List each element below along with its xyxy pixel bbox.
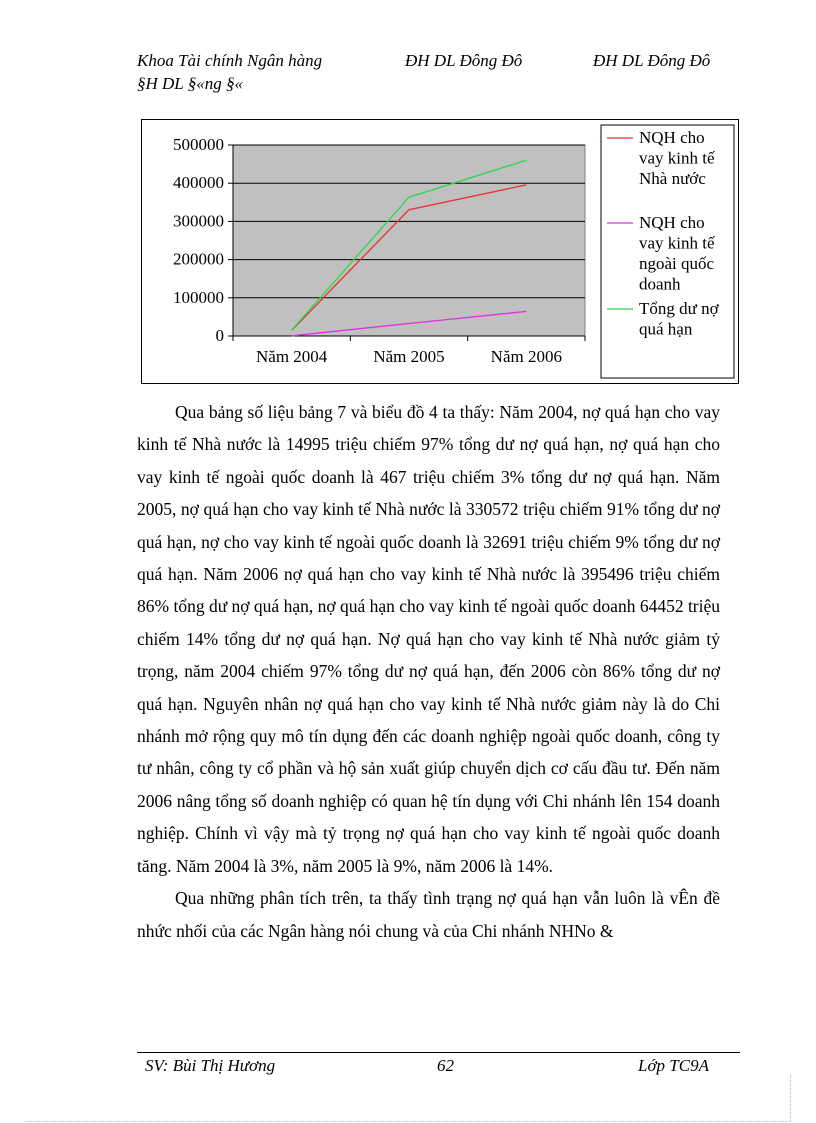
y-tick-label: 100000	[173, 287, 224, 307]
header-left-line1: Khoa Tài chính Ngân hàng	[137, 51, 323, 70]
legend-label-3: Tổng dư nợ	[639, 299, 719, 318]
x-tick-label: Năm 2004	[256, 347, 328, 366]
y-tick-label: 300000	[173, 211, 224, 231]
header-center: ĐH DL Đông Đô	[405, 51, 523, 70]
legend-label-2: doanh	[639, 274, 681, 294]
chart-frame	[141, 119, 739, 384]
paragraph-2: Qua những phân tích trên, ta thấy tình trạng nợ quá hạn vẫn luôn là vÊn đề nhức nhối của các Ngân hàng nói chung và của Chi nhánh NHNo &	[137, 888, 720, 941]
page-edge-dots-vertical	[790, 1075, 791, 1121]
footer-class: Lớp TC9A	[638, 1056, 709, 1075]
footer-rule	[137, 1052, 740, 1053]
line-chart	[142, 120, 738, 383]
paragraph-1: Qua bảng số liệu bảng 7 và biểu đồ 4 ta thấy: Năm 2004, nợ quá hạn cho vay kinh tế Nhà nước là 14995 triệu chiếm 97% tổng dư nợ quá hạn, nợ quá hạn cho vay kinh tế ngoài quốc doanh là 467 triệu chiếm 3% tổng dư nợ quá hạn. Năm 2005, nợ quá hạn cho vay kinh tế Nhà nước là 330572 triệu chiếm 91% tổng dư nợ quá hạn, nợ cho vay kinh tế ngoài quốc doanh là 32691 triệu chiếm 9% tổng dư nợ quá hạn. Năm 2006 nợ quá hạn cho vay kinh tế Nhà nước là 395496 triệu chiếm 86% tổng dư nợ quá hạn, nợ quá hạn cho vay kinh tế ngoài quốc doanh 64452 triệu chiếm 14% tổng dư nợ quá hạn. Nợ quá hạn cho vay kinh tế Nhà nước giảm tỷ trọng, năm 2004 chiếm 97% tổng dư nợ quá hạn, đến 2006 còn 86% tổng dư nợ quá hạn. Nguyên nhân nợ quá hạn cho vay kinh tế Nhà nước giảm này là do Chi nhánh mở rộng quy mô tín dụng đến các doanh nghiệp ngoài quốc doanh, công ty tư nhân, công ty cổ phần và hộ sản xuất giúp chuyển dịch cơ cấu đầu tư. Đến năm 2006 nâng tổng số doanh nghiệp có quan hệ tín dụng với Chi nhánh lên 154 doanh nghiệp. Chính vì vậy mà tỷ trọng nợ quá hạn cho vay kinh tế ngoài quốc doanh tăng. Năm 2004 là 3%, năm 2005 là 9%, năm 2006 là 14%.	[137, 402, 721, 876]
y-tick-label: 500000	[173, 135, 224, 154]
y-tick-label: 0	[215, 326, 224, 345]
body-text	[137, 396, 720, 947]
plot-area	[233, 145, 585, 336]
legend-label-3: quá hạn	[639, 319, 693, 339]
header-right: ĐH DL Đông Đô	[593, 51, 711, 70]
y-tick-label: 400000	[173, 173, 224, 193]
header-left-line2: §H DL §«ng §«	[137, 74, 243, 93]
legend-label-1: NQH cho	[639, 128, 705, 147]
legend-label-2: vay kinh tế	[639, 233, 715, 253]
x-tick-label: Năm 2006	[490, 347, 562, 366]
footer-student: SV: Bùi Thị Hương	[145, 1056, 276, 1075]
legend-label-2: NQH cho	[639, 213, 705, 232]
footer-page-number: 62	[437, 1056, 454, 1075]
y-tick-label: 200000	[173, 249, 224, 269]
legend-label-1: Nhà nước	[639, 169, 706, 188]
legend-label-2: ngoài quốc	[639, 254, 715, 273]
x-tick-label: Năm 2005	[373, 347, 445, 366]
page-edge-dots	[25, 1121, 790, 1122]
legend-label-1: vay kinh tế	[639, 148, 715, 168]
